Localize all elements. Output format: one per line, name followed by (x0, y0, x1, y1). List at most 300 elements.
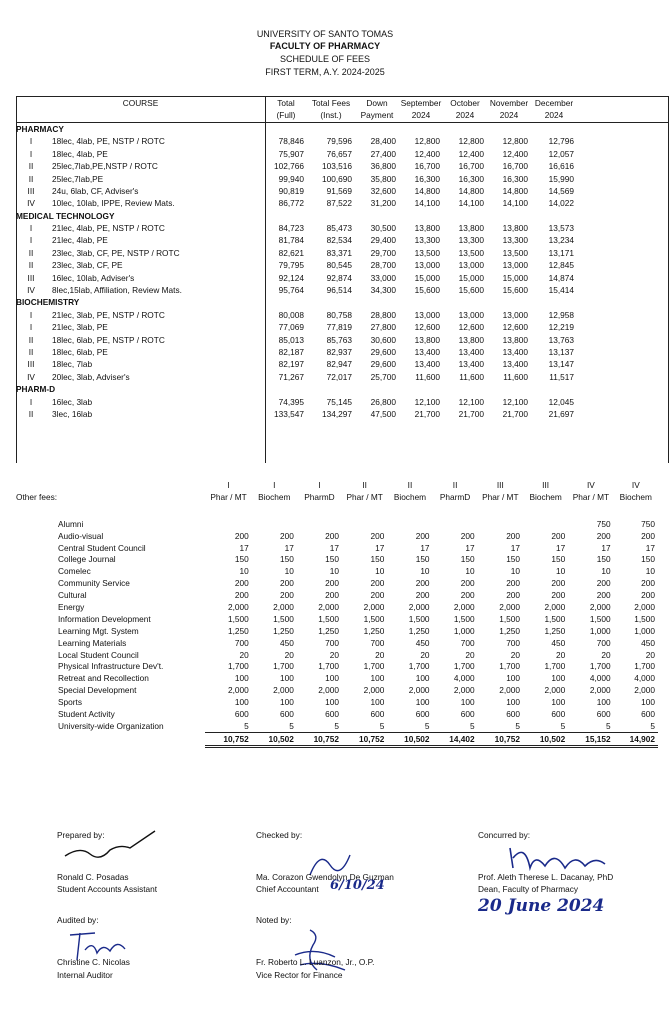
down-payment-value: 30,600 (370, 334, 396, 345)
november-value: 13,300 (502, 235, 528, 246)
september-value: 21,700 (414, 408, 440, 419)
course-load: 25lec,7lab,PE,NSTP / ROTC (52, 161, 158, 172)
december-value: 13,137 (548, 347, 574, 357)
september-value: 12,400 (414, 148, 440, 159)
fee-amount: 2,000 (318, 685, 339, 696)
fee-year-header: III (496, 480, 504, 491)
fee-name: Learning Mgt. System (58, 625, 139, 636)
fee-amount: 1,500 (499, 613, 521, 624)
course-load: 18lec, 7lab (52, 359, 93, 370)
november-value: 15,600 (502, 285, 528, 296)
november-value: 13,000 (502, 309, 528, 320)
fee-amount: 600 (370, 708, 385, 719)
fee-amount: 750 (641, 518, 655, 529)
year-level: I (29, 223, 33, 234)
total-full-value: 85,013 (278, 334, 304, 345)
fee-row (16, 589, 658, 601)
fee-amount: 200 (370, 578, 385, 589)
fee-amount: 10 (239, 566, 249, 577)
fee-amount: 2,000 (227, 685, 249, 696)
december-value: 12,045 (548, 396, 574, 407)
course-row (16, 346, 668, 358)
fee-amount: 200 (460, 590, 475, 601)
september-value: 13,800 (414, 334, 440, 345)
course-row (16, 259, 668, 271)
december-value: 15,414 (548, 285, 574, 296)
fee-amount: 5 (334, 720, 339, 731)
fee-amount: 2,000 (453, 601, 475, 612)
course-load: 18lec, 6lab, PE (52, 347, 108, 357)
course-load: 23lec, 3lab, CF, PE (52, 260, 123, 271)
fee-name: Student Activity (58, 708, 115, 719)
fee-name: University-wide Organization (58, 721, 164, 732)
september-value: 13,800 (414, 223, 440, 234)
total-full-value: 71,267 (278, 371, 304, 382)
fee-amount: 200 (551, 590, 566, 601)
december-value: 12,219 (548, 322, 574, 333)
table-right-rule (668, 96, 669, 463)
fee-name: Physical Infrastructure Dev't. (58, 661, 164, 672)
fee-amount: 2,000 (318, 601, 339, 612)
october-year: 2024 (455, 110, 475, 121)
fee-amount: 5 (560, 720, 566, 731)
september-value: 14,100 (414, 198, 440, 209)
october-value: 13,500 (458, 247, 484, 258)
september-value: 13,300 (414, 235, 440, 246)
fee-amount: 600 (596, 708, 611, 719)
november-value: 13,500 (502, 247, 528, 258)
audited-by-label: Audited by: (57, 915, 99, 925)
fee-amount: 200 (280, 530, 294, 541)
course-row (16, 185, 668, 197)
course-row (16, 135, 668, 147)
fee-amount: 200 (234, 578, 249, 589)
fee-amount: 1,250 (273, 625, 294, 636)
concurred-name: Prof. Aleth Therese L. Dacanay, PhD (478, 872, 614, 882)
total-full-value: 74,395 (278, 396, 304, 407)
fee-row (16, 613, 658, 625)
year-level: I (29, 148, 33, 159)
fee-amount (252, 518, 297, 530)
fee-amount (523, 518, 568, 530)
year-level: II (28, 334, 34, 345)
down-payment-subheader: Payment (360, 110, 394, 121)
december-value: 13,763 (548, 334, 574, 345)
term-label: FIRST TERM, A.Y. 2024-2025 (265, 67, 385, 77)
december-value: 12,057 (548, 148, 574, 159)
september-value: 15,600 (414, 285, 440, 296)
total-inst-header: Total Fees (307, 97, 355, 110)
fee-amount: 100 (325, 673, 339, 684)
fee-name: College Journal (58, 554, 116, 565)
total-inst-value: 87,522 (326, 198, 352, 209)
fee-amount: 200 (370, 530, 385, 541)
fee-amount: 700 (596, 637, 611, 648)
fee-amount: 150 (551, 554, 566, 565)
fee-amount: 5 (379, 720, 385, 731)
december-value: 16,616 (548, 161, 574, 172)
fee-amount: 1,700 (227, 661, 249, 672)
total-full-value: 80,008 (278, 309, 304, 320)
december-value: 12,958 (548, 309, 574, 320)
fee-amount: 450 (641, 637, 655, 648)
october-value: 13,800 (458, 334, 484, 345)
fee-amount: 10 (510, 566, 521, 577)
fee-amount: 2,000 (544, 685, 566, 696)
october-value: 11,600 (459, 371, 484, 382)
fee-amount: 600 (551, 708, 566, 719)
fee-amount: 100 (506, 697, 521, 708)
fee-amount (342, 518, 387, 530)
fee-row (16, 672, 658, 684)
fee-amount: 200 (370, 590, 385, 601)
concurred-title: Dean, Faculty of Pharmacy (478, 884, 579, 894)
fee-total: 14,402 (433, 732, 478, 746)
year-level: IV (27, 198, 35, 209)
fee-amount: 600 (325, 708, 339, 719)
fee-name: Local Student Council (58, 649, 139, 660)
december-value: 13,171 (548, 247, 574, 258)
fee-amount: 100 (415, 673, 430, 684)
fee-amount: 700 (370, 637, 385, 648)
total-inst-value: 82,947 (326, 359, 352, 370)
total-full-value: 86,772 (278, 198, 304, 209)
fee-year-header: II (452, 480, 458, 491)
fee-amount: 2,000 (499, 685, 521, 696)
fee-name: Community Service (58, 578, 130, 589)
course-row (16, 309, 668, 321)
down-payment-value: 28,400 (370, 136, 396, 147)
year-level: III (27, 272, 35, 283)
fee-amount: 10 (465, 566, 475, 577)
year-level: II (28, 173, 34, 184)
total-inst-value: 80,545 (326, 260, 352, 271)
fee-amount: 1,250 (318, 625, 339, 636)
fee-amount: 10 (375, 566, 385, 577)
fee-amount: 200 (415, 578, 430, 589)
fee-amount: 1,500 (273, 613, 294, 624)
fee-amount: 2,000 (408, 601, 430, 612)
fee-amount: 100 (280, 697, 294, 708)
checked-name: Ma. Corazon Gwendolyn De Guzman (256, 872, 394, 882)
september-year: 2024 (411, 110, 431, 121)
total-full-value: 133,547 (274, 408, 304, 419)
total-inst-value: 83,371 (326, 247, 352, 258)
total-full-subheader: (Full) (276, 110, 296, 121)
fee-amount: 200 (325, 590, 339, 601)
total-inst-value: 72,017 (326, 371, 352, 382)
total-full-value: 84,723 (278, 223, 304, 234)
noted-by-label: Noted by: (256, 915, 292, 925)
fee-amount: 200 (415, 530, 430, 541)
year-level: I (29, 309, 33, 320)
total-full-header: Total (265, 97, 307, 110)
course-load: 10lec, 10lab, IPPE, Review Mats. (52, 198, 175, 209)
fee-row (16, 542, 658, 554)
fee-amount: 4,000 (589, 673, 611, 684)
fee-name: Special Development (58, 685, 137, 696)
fee-amount: 100 (415, 697, 430, 708)
fee-amount: 1,000 (634, 625, 655, 636)
fee-amount: 1,700 (363, 661, 385, 672)
total-inst-value: 96,514 (326, 285, 352, 296)
total-inst-value: 92,874 (326, 272, 352, 283)
fee-amount: 100 (325, 697, 339, 708)
fee-year-header: I (273, 480, 276, 491)
fee-amount: 10 (329, 566, 339, 577)
total-full-value: 92,124 (278, 272, 304, 283)
course-load: 25lec,7lab,PE (52, 173, 104, 184)
november-value: 12,800 (502, 136, 528, 147)
section-header (16, 122, 668, 135)
noted-name: Fr. Roberto L. Luanzon, Jr., O.P. (256, 957, 375, 967)
december-value: 13,234 (548, 235, 574, 246)
december-value: 21,697 (548, 408, 574, 419)
fee-year-header: III (542, 480, 550, 491)
course-row (16, 321, 668, 333)
fee-program-header: Biochem (393, 492, 427, 503)
down-payment-value: 34,300 (370, 285, 396, 296)
december-year: 2024 (544, 110, 564, 121)
fee-amount (478, 518, 523, 530)
fee-total: 10,752 (297, 732, 342, 746)
year-level: II (28, 347, 34, 357)
fee-program-header: Biochem (529, 492, 562, 503)
fee-amount (297, 518, 342, 530)
fee-year-header: IV (586, 480, 595, 491)
fee-amount: 150 (415, 554, 430, 565)
fee-amount: 200 (325, 530, 339, 541)
document-title: SCHEDULE OF FEES (279, 54, 371, 64)
course-row (16, 247, 668, 259)
course-row (16, 234, 668, 246)
down-payment-value: 33,000 (370, 272, 396, 283)
fee-amount: 2,000 (273, 601, 294, 612)
fee-amount: 1,250 (227, 625, 249, 636)
checked-by-label: Checked by: (256, 830, 303, 840)
september-value: 13,400 (414, 359, 440, 370)
fee-amount: 200 (460, 578, 475, 589)
course-load: 3lec, 16lab (52, 408, 93, 419)
fee-amount: 17 (375, 542, 385, 553)
fee-amount: 100 (641, 697, 655, 708)
fee-amount: 700 (325, 637, 339, 648)
fee-amount: 200 (596, 590, 611, 601)
prepared-title: Student Accounts Assistant (57, 884, 158, 894)
november-value: 15,000 (502, 272, 528, 283)
fee-amount: 150 (370, 554, 385, 565)
october-value: 13,400 (458, 347, 484, 357)
fee-amount: 150 (641, 554, 655, 565)
fee-amount: 100 (551, 697, 566, 708)
fee-amount: 1,500 (318, 613, 339, 624)
fee-amount: 600 (415, 708, 430, 719)
september-value: 14,800 (414, 185, 440, 196)
fee-amount: 4,000 (453, 673, 475, 684)
fee-year-header: IV (631, 480, 640, 491)
fee-amount: 1,500 (363, 613, 385, 624)
october-value: 16,300 (458, 173, 484, 184)
fee-name: Central Student Council (58, 542, 146, 553)
september-value: 12,600 (414, 322, 440, 333)
fee-amount (433, 518, 478, 530)
section-title: PHARM-D (16, 384, 56, 395)
year-level: I (29, 235, 33, 246)
section-header (16, 383, 668, 395)
fee-amount: 1,500 (227, 613, 249, 624)
december-value: 11,517 (549, 371, 574, 382)
fee-amount: 1,700 (589, 661, 611, 672)
fee-amount: 1,250 (408, 625, 430, 636)
fee-amount: 150 (506, 554, 521, 565)
year-level: III (27, 359, 35, 370)
total-inst-value: 85,473 (326, 223, 352, 234)
september-header: September (400, 97, 442, 108)
fee-amount: 10 (601, 566, 611, 577)
fee-amount: 4,000 (634, 673, 655, 684)
fee-amount: 2,000 (363, 601, 385, 612)
down-payment-value: 25,700 (370, 371, 396, 382)
fee-name: Retreat and Recollection (58, 673, 149, 684)
december-value: 15,990 (548, 173, 574, 184)
fee-amount: 200 (641, 578, 655, 589)
course-load: 21lec, 4lab, PE, NSTP / ROTC (52, 223, 165, 234)
fee-amount: 20 (420, 649, 430, 660)
november-value: 13,000 (502, 260, 528, 271)
year-level: IV (27, 371, 35, 382)
audited-title: Internal Auditor (57, 970, 113, 980)
total-full-value: 75,907 (278, 148, 304, 159)
course-load: 16lec, 10lab, Adviser's (52, 272, 135, 283)
year-level: II (28, 260, 34, 271)
fee-amount: 600 (280, 708, 294, 719)
fee-row (16, 708, 658, 720)
fee-amount: 2,000 (273, 685, 294, 696)
total-inst-value: 134,297 (322, 408, 352, 419)
fee-total: 10,752 (205, 732, 251, 746)
fee-amount: 1,250 (363, 625, 385, 636)
down-payment-value: 26,800 (370, 396, 396, 407)
fee-total: 15,152 (568, 732, 613, 746)
total-full-value: 82,197 (278, 359, 304, 370)
september-value: 11,600 (415, 371, 440, 382)
fee-amount: 1,500 (544, 613, 566, 624)
prepared-name: Ronald C. Posadas (57, 872, 129, 882)
fee-row (16, 577, 658, 589)
fee-row (16, 720, 658, 732)
fee-name: Energy (58, 601, 85, 612)
university-name: UNIVERSITY OF SANTO TOMAS (256, 29, 394, 39)
course-row (16, 160, 668, 172)
fee-amount: 700 (234, 637, 249, 648)
down-payment-value: 28,800 (370, 309, 396, 320)
fee-amount: 200 (506, 578, 521, 589)
fee-amount: 200 (415, 590, 430, 601)
fee-amount: 10 (645, 566, 655, 577)
course-row (16, 222, 668, 234)
fee-total: 10,752 (342, 732, 387, 746)
fee-row (16, 565, 658, 577)
total-full-value: 78,846 (278, 136, 304, 147)
year-level: II (28, 247, 34, 258)
down-payment-value: 29,600 (370, 347, 396, 357)
fee-amount: 200 (596, 578, 611, 589)
course-load: 20lec, 3lab, Adviser's (52, 371, 130, 382)
fee-amount: 100 (551, 673, 566, 684)
total-inst-subheader: (Inst.) (320, 110, 342, 121)
fee-year-header: I (318, 480, 321, 491)
october-header: October (443, 97, 487, 110)
course-row (16, 371, 668, 383)
september-value: 13,500 (414, 247, 440, 258)
november-value: 13,400 (502, 347, 528, 357)
total-inst-value: 76,657 (326, 148, 352, 159)
other-fees-table (16, 480, 658, 748)
fee-name: Sports (58, 697, 82, 708)
course-load: 21lec, 3lab, PE, NSTP / ROTC (52, 309, 165, 320)
fee-amount: 100 (234, 673, 249, 684)
november-value: 21,700 (502, 408, 528, 419)
fee-amount: 1,700 (634, 661, 655, 672)
fee-amount: 20 (284, 649, 294, 660)
fee-amount: 150 (234, 554, 249, 565)
september-value: 12,100 (414, 396, 440, 407)
prepared-signature (60, 826, 160, 866)
fee-amount: 200 (280, 578, 294, 589)
course-load: 18lec, 4lab, PE, NSTP / ROTC (52, 136, 165, 147)
september-value: 16,700 (414, 161, 440, 172)
fee-amount: 17 (284, 542, 294, 553)
october-value: 13,000 (458, 309, 484, 320)
total-full-value: 90,819 (278, 185, 304, 196)
fee-row (16, 518, 658, 530)
year-level: I (29, 322, 33, 333)
fee-program-header: Phar / MT (346, 492, 383, 503)
course-header: COURSE (16, 97, 265, 110)
audited-name: Christine C. Nicolas (57, 957, 130, 967)
course-row (16, 284, 668, 296)
fee-amount: 5 (289, 720, 294, 731)
fee-amount: 1,700 (408, 661, 430, 672)
fee-program-header: Biochem (258, 492, 291, 503)
section-header (16, 296, 668, 308)
december-value: 14,569 (548, 185, 574, 196)
fee-year-header: I (227, 480, 230, 491)
october-value: 13,300 (458, 235, 484, 246)
fee-amount: 150 (460, 554, 475, 565)
fee-program-header: Phar / MT (572, 492, 610, 503)
checked-handwritten-date: 6/10/24 (330, 878, 385, 893)
fee-amount: 100 (596, 697, 611, 708)
course-row (16, 197, 668, 209)
fee-amount: 5 (424, 720, 430, 731)
fee-amount: 1,700 (499, 661, 521, 672)
fee-amount: 17 (329, 542, 339, 553)
october-value: 15,600 (458, 285, 484, 296)
fee-amount: 200 (641, 590, 655, 601)
fee-amount: 20 (375, 649, 385, 660)
fee-amount: 10 (284, 566, 294, 577)
november-value: 14,100 (502, 198, 528, 209)
concurred-handwritten-date: 20 June 2024 (478, 896, 605, 916)
course-load: 23lec, 3lab, CF, PE, NSTP / ROTC (52, 247, 180, 258)
fee-amount: 10 (555, 566, 566, 577)
course-row (16, 358, 668, 370)
october-value: 12,800 (458, 136, 484, 147)
november-value: 16,300 (502, 173, 528, 184)
fee-amount: 5 (650, 720, 655, 731)
down-payment-value: 27,800 (370, 322, 396, 333)
